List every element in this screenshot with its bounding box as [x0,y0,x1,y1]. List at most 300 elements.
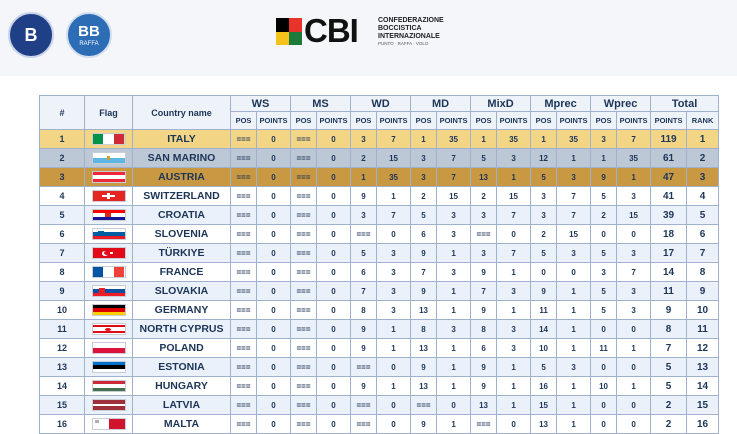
total-rank-cell: 11 [687,320,719,339]
ws-pos-cell: === [231,263,257,282]
flag-cell [85,339,133,358]
mprec-pos-cell: 2 [531,225,557,244]
ms-points-cell: 0 [317,187,351,206]
ws-points-cell: 0 [257,263,291,282]
md-points-cell: 1 [437,358,471,377]
wprec-points-cell: 0 [617,320,651,339]
mprec-pos-cell: 11 [531,301,557,320]
table-row [40,415,719,434]
md-points-cell: 3 [437,263,471,282]
subheader-pos: POS [591,112,617,130]
mprec-points-cell: 1 [557,282,591,301]
mixd-pos-cell: 13 [471,396,497,415]
rank-cell: 9 [40,282,85,301]
ws-points-cell: 0 [257,301,291,320]
wprec-points-cell: 3 [617,187,651,206]
subheader-pos: POS [531,112,557,130]
wprec-points-cell: 3 [617,282,651,301]
wprec-points-cell: 3 [617,244,651,263]
md-points-cell: 7 [437,149,471,168]
ms-pos-cell: === [291,377,317,396]
mprec-pos-cell: 0 [531,263,557,282]
total-rank-cell: 14 [687,377,719,396]
mixd-pos-cell: 1 [471,130,497,149]
header-rank: # [40,96,85,130]
croatia-flag-icon [92,209,126,221]
wprec-points-cell: 15 [617,206,651,225]
rank-cell: 7 [40,244,85,263]
ws-pos-cell: === [231,358,257,377]
wd-pos-cell: 9 [351,320,377,339]
wprec-pos-cell: 0 [591,320,617,339]
table-row [40,320,719,339]
md-pos-cell: 9 [411,282,437,301]
mixd-points-cell: 15 [497,187,531,206]
mprec-points-cell: 1 [557,301,591,320]
turkiye-flag-icon [92,247,126,259]
ws-points-cell: 0 [257,206,291,225]
wprec-pos-cell: 5 [591,282,617,301]
wprec-pos-cell: 11 [591,339,617,358]
mixd-points-cell: 3 [497,149,531,168]
ws-points-cell: 0 [257,130,291,149]
country-name-cell: NORTH CYPRUS [133,320,231,339]
ms-points-cell: 0 [317,377,351,396]
mixd-pos-cell: 5 [471,149,497,168]
cbi-logo-text: CBI [304,12,358,49]
mixd-points-cell: 1 [497,263,531,282]
total-points-cell: 119 [651,130,687,149]
country-name-cell: ESTONIA [133,358,231,377]
flag-cell [85,415,133,434]
table-row [40,244,719,263]
mprec-pos-cell: 14 [531,320,557,339]
total-points-cell: 61 [651,149,687,168]
country-name-cell: CROATIA [133,206,231,225]
subheader-pos: POS [471,112,497,130]
header-md: MD [411,96,471,112]
ms-points-cell: 0 [317,130,351,149]
wd-pos-cell: === [351,358,377,377]
md-pos-cell: 9 [411,244,437,263]
total-points-cell: 5 [651,358,687,377]
ws-points-cell: 0 [257,168,291,187]
mprec-pos-cell: 5 [531,244,557,263]
ms-points-cell: 0 [317,149,351,168]
country-name-cell: SLOVAKIA [133,282,231,301]
mixd-points-cell: 3 [497,282,531,301]
rank-cell: 6 [40,225,85,244]
mprec-points-cell: 1 [557,396,591,415]
ws-pos-cell: === [231,339,257,358]
flag-cell [85,358,133,377]
wprec-points-cell: 0 [617,225,651,244]
md-points-cell: 1 [437,282,471,301]
header-ws: WS [231,96,291,112]
rank-cell: 16 [40,415,85,434]
mixd-points-cell: 1 [497,301,531,320]
ws-pos-cell: === [231,206,257,225]
ws-pos-cell: === [231,225,257,244]
ws-points-cell: 0 [257,149,291,168]
country-name-cell: SWITZERLAND [133,187,231,206]
total-rank-cell: 15 [687,396,719,415]
mixd-pos-cell: 9 [471,263,497,282]
flag-cell [85,168,133,187]
mixd-pos-cell: === [471,415,497,434]
total-points-cell: 9 [651,301,687,320]
mprec-pos-cell: 9 [531,282,557,301]
total-rank-cell: 9 [687,282,719,301]
flag-cell [85,225,133,244]
wprec-pos-cell: 0 [591,358,617,377]
wprec-points-cell: 35 [617,149,651,168]
total-rank-cell: 7 [687,244,719,263]
table-row [40,301,719,320]
mprec-points-cell: 1 [557,149,591,168]
mixd-pos-cell: 3 [471,244,497,263]
mixd-points-cell: 0 [497,415,531,434]
table-row [40,396,719,415]
ms-pos-cell: === [291,168,317,187]
ms-pos-cell: === [291,149,317,168]
md-pos-cell: 9 [411,358,437,377]
mprec-points-cell: 15 [557,225,591,244]
table-row [40,339,719,358]
header-wd: WD [351,96,411,112]
wd-pos-cell: 9 [351,187,377,206]
wprec-pos-cell: 3 [591,130,617,149]
mixd-pos-cell: 3 [471,206,497,225]
ws-points-cell: 0 [257,396,291,415]
total-points-cell: 11 [651,282,687,301]
mprec-pos-cell: 3 [531,187,557,206]
flag-cell [85,244,133,263]
standings-table [39,95,719,434]
wd-points-cell: 3 [377,263,411,282]
ms-pos-cell: === [291,415,317,434]
md-pos-cell: 6 [411,225,437,244]
ms-points-cell: 0 [317,320,351,339]
subheader-points: POINTS [317,112,351,130]
north-cyprus-flag-icon [92,323,126,335]
mixd-pos-cell: === [471,225,497,244]
wprec-pos-cell: 0 [591,225,617,244]
ms-points-cell: 0 [317,225,351,244]
flag-cell [85,282,133,301]
mprec-points-cell: 1 [557,320,591,339]
wprec-points-cell: 0 [617,396,651,415]
total-rank-cell: 2 [687,149,719,168]
subheader-points: POINTS [257,112,291,130]
hungary-flag-icon [92,380,126,392]
flag-cell [85,206,133,225]
ms-pos-cell: === [291,206,317,225]
ms-pos-cell: === [291,244,317,263]
ws-pos-cell: === [231,301,257,320]
mixd-points-cell: 1 [497,168,531,187]
rank-cell: 8 [40,263,85,282]
wd-points-cell: 1 [377,377,411,396]
table-row [40,149,719,168]
ms-points-cell: 0 [317,339,351,358]
md-pos-cell: 3 [411,149,437,168]
mprec-points-cell: 35 [557,130,591,149]
italy-flag-icon [92,133,126,145]
wd-pos-cell: 1 [351,168,377,187]
header-mixd: MixD [471,96,531,112]
ms-pos-cell: === [291,187,317,206]
mixd-pos-cell: 7 [471,282,497,301]
wd-points-cell: 1 [377,320,411,339]
wd-pos-cell: === [351,415,377,434]
ms-pos-cell: === [291,130,317,149]
estonia-flag-icon [92,361,126,373]
mprec-points-cell: 0 [557,263,591,282]
mixd-pos-cell: 9 [471,358,497,377]
total-rank-cell: 16 [687,415,719,434]
country-name-cell: TÜRKIYE [133,244,231,263]
ws-pos-cell: === [231,130,257,149]
mprec-pos-cell: 5 [531,358,557,377]
subheader-points: POINTS [557,112,591,130]
ws-pos-cell: === [231,377,257,396]
ws-points-cell: 0 [257,415,291,434]
mprec-pos-cell: 15 [531,396,557,415]
wd-points-cell: 0 [377,225,411,244]
flag-cell [85,263,133,282]
table-row [40,225,719,244]
md-pos-cell: 1 [411,130,437,149]
mprec-pos-cell: 13 [531,415,557,434]
logo-left-letter: B [24,25,38,45]
ms-points-cell: 0 [317,263,351,282]
flag-cell [85,130,133,149]
rank-cell: 11 [40,320,85,339]
table-row [40,130,719,149]
ws-points-cell: 0 [257,225,291,244]
wprec-pos-cell: 1 [591,149,617,168]
total-points-cell: 39 [651,206,687,225]
rank-cell: 2 [40,149,85,168]
wprec-points-cell: 7 [617,263,651,282]
logo-right-sub: RAFFA [79,41,99,47]
md-pos-cell: 2 [411,187,437,206]
ws-pos-cell: === [231,282,257,301]
slovenia-flag-icon [92,228,126,240]
switzerland-flag-icon [92,190,126,202]
subheader-pos: POS [291,112,317,130]
mprec-points-cell: 1 [557,377,591,396]
wprec-pos-cell: 10 [591,377,617,396]
total-rank-cell: 3 [687,168,719,187]
country-name-cell: GERMANY [133,301,231,320]
rank-cell: 3 [40,168,85,187]
mprec-points-cell: 3 [557,244,591,263]
country-name-cell: HUNGARY [133,377,231,396]
total-points-cell: 2 [651,415,687,434]
wprec-pos-cell: 0 [591,415,617,434]
subheader-total-points: POINTS [651,112,687,130]
wd-pos-cell: 3 [351,206,377,225]
rank-cell: 14 [40,377,85,396]
mixd-pos-cell: 13 [471,168,497,187]
total-rank-cell: 13 [687,358,719,377]
md-pos-cell: 3 [411,168,437,187]
wd-points-cell: 15 [377,149,411,168]
total-points-cell: 18 [651,225,687,244]
ms-points-cell: 0 [317,301,351,320]
mixd-points-cell: 3 [497,320,531,339]
wprec-points-cell: 1 [617,168,651,187]
germany-flag-icon [92,304,126,316]
ms-pos-cell: === [291,301,317,320]
cbi-disciplines: PUNTO · RAFFA · VOLO [378,41,429,46]
mixd-points-cell: 7 [497,206,531,225]
ws-points-cell: 0 [257,377,291,396]
country-name-cell: SAN MARINO [133,149,231,168]
total-points-cell: 17 [651,244,687,263]
wd-pos-cell: 9 [351,339,377,358]
rank-cell: 1 [40,130,85,149]
subheader-total-rank: RANK [687,112,719,130]
subheader-pos: POS [411,112,437,130]
ws-pos-cell: === [231,320,257,339]
md-pos-cell: 7 [411,263,437,282]
wd-points-cell: 0 [377,358,411,377]
table-row [40,187,719,206]
subheader-points: POINTS [437,112,471,130]
md-pos-cell: === [411,396,437,415]
subheader-pos: POS [231,112,257,130]
rank-cell: 12 [40,339,85,358]
md-points-cell: 35 [437,130,471,149]
wd-pos-cell: 8 [351,301,377,320]
wd-pos-cell: 6 [351,263,377,282]
ws-pos-cell: === [231,168,257,187]
wd-points-cell: 0 [377,396,411,415]
header-total: Total [651,96,719,112]
wprec-points-cell: 0 [617,358,651,377]
wd-points-cell: 3 [377,301,411,320]
slovakia-flag-icon [92,285,126,297]
flag-cell [85,396,133,415]
mprec-points-cell: 3 [557,168,591,187]
md-points-cell: 3 [437,225,471,244]
ms-pos-cell: === [291,282,317,301]
wd-points-cell: 1 [377,187,411,206]
ws-pos-cell: === [231,415,257,434]
md-points-cell: 1 [437,377,471,396]
mixd-pos-cell: 6 [471,339,497,358]
wd-points-cell: 7 [377,206,411,225]
malta-flag-icon [92,418,126,430]
mprec-points-cell: 7 [557,206,591,225]
wd-points-cell: 35 [377,168,411,187]
md-points-cell: 3 [437,320,471,339]
md-pos-cell: 13 [411,339,437,358]
flag-cell [85,301,133,320]
wd-pos-cell: 7 [351,282,377,301]
ms-pos-cell: === [291,396,317,415]
table-row [40,263,719,282]
country-name-cell: AUSTRIA [133,168,231,187]
ms-pos-cell: === [291,358,317,377]
md-points-cell: 1 [437,415,471,434]
wprec-pos-cell: 5 [591,301,617,320]
total-points-cell: 5 [651,377,687,396]
md-points-cell: 0 [437,396,471,415]
country-name-cell: FRANCE [133,263,231,282]
md-points-cell: 1 [437,301,471,320]
total-rank-cell: 10 [687,301,719,320]
mixd-points-cell: 1 [497,396,531,415]
wprec-points-cell: 0 [617,415,651,434]
header-wprec: Wprec [591,96,651,112]
wprec-pos-cell: 5 [591,244,617,263]
mprec-points-cell: 3 [557,358,591,377]
total-points-cell: 2 [651,396,687,415]
wd-pos-cell: 5 [351,244,377,263]
ws-points-cell: 0 [257,358,291,377]
poland-flag-icon [92,342,126,354]
ms-points-cell: 0 [317,168,351,187]
wprec-pos-cell: 5 [591,187,617,206]
md-points-cell: 1 [437,244,471,263]
mprec-pos-cell: 1 [531,130,557,149]
ms-points-cell: 0 [317,244,351,263]
subheader-points: POINTS [377,112,411,130]
mixd-pos-cell: 9 [471,301,497,320]
total-points-cell: 14 [651,263,687,282]
header-bar [0,0,737,76]
ws-points-cell: 0 [257,339,291,358]
mprec-pos-cell: 16 [531,377,557,396]
latvia-flag-icon [92,399,126,411]
table-row [40,358,719,377]
total-rank-cell: 6 [687,225,719,244]
country-name-cell: MALTA [133,415,231,434]
mprec-pos-cell: 3 [531,206,557,225]
mixd-points-cell: 7 [497,244,531,263]
table-row [40,168,719,187]
cbi-full-name: CONFEDERAZIONE BOCCISTICA INTERNAZIONALE [378,17,444,40]
wd-pos-cell: === [351,396,377,415]
ms-points-cell: 0 [317,396,351,415]
mixd-pos-cell: 8 [471,320,497,339]
mixd-points-cell: 1 [497,377,531,396]
total-points-cell: 41 [651,187,687,206]
country-name-cell: SLOVENIA [133,225,231,244]
header-mprec: Mprec [531,96,591,112]
total-points-cell: 7 [651,339,687,358]
md-points-cell: 15 [437,187,471,206]
rank-cell: 5 [40,206,85,225]
flag-cell [85,320,133,339]
total-rank-cell: 8 [687,263,719,282]
total-rank-cell: 4 [687,187,719,206]
ws-points-cell: 0 [257,282,291,301]
rank-cell: 13 [40,358,85,377]
md-pos-cell: 5 [411,206,437,225]
wd-pos-cell: 9 [351,377,377,396]
mprec-pos-cell: 12 [531,149,557,168]
wprec-pos-cell: 9 [591,168,617,187]
table-row [40,377,719,396]
wprec-points-cell: 7 [617,130,651,149]
ms-points-cell: 0 [317,358,351,377]
mprec-pos-cell: 10 [531,339,557,358]
